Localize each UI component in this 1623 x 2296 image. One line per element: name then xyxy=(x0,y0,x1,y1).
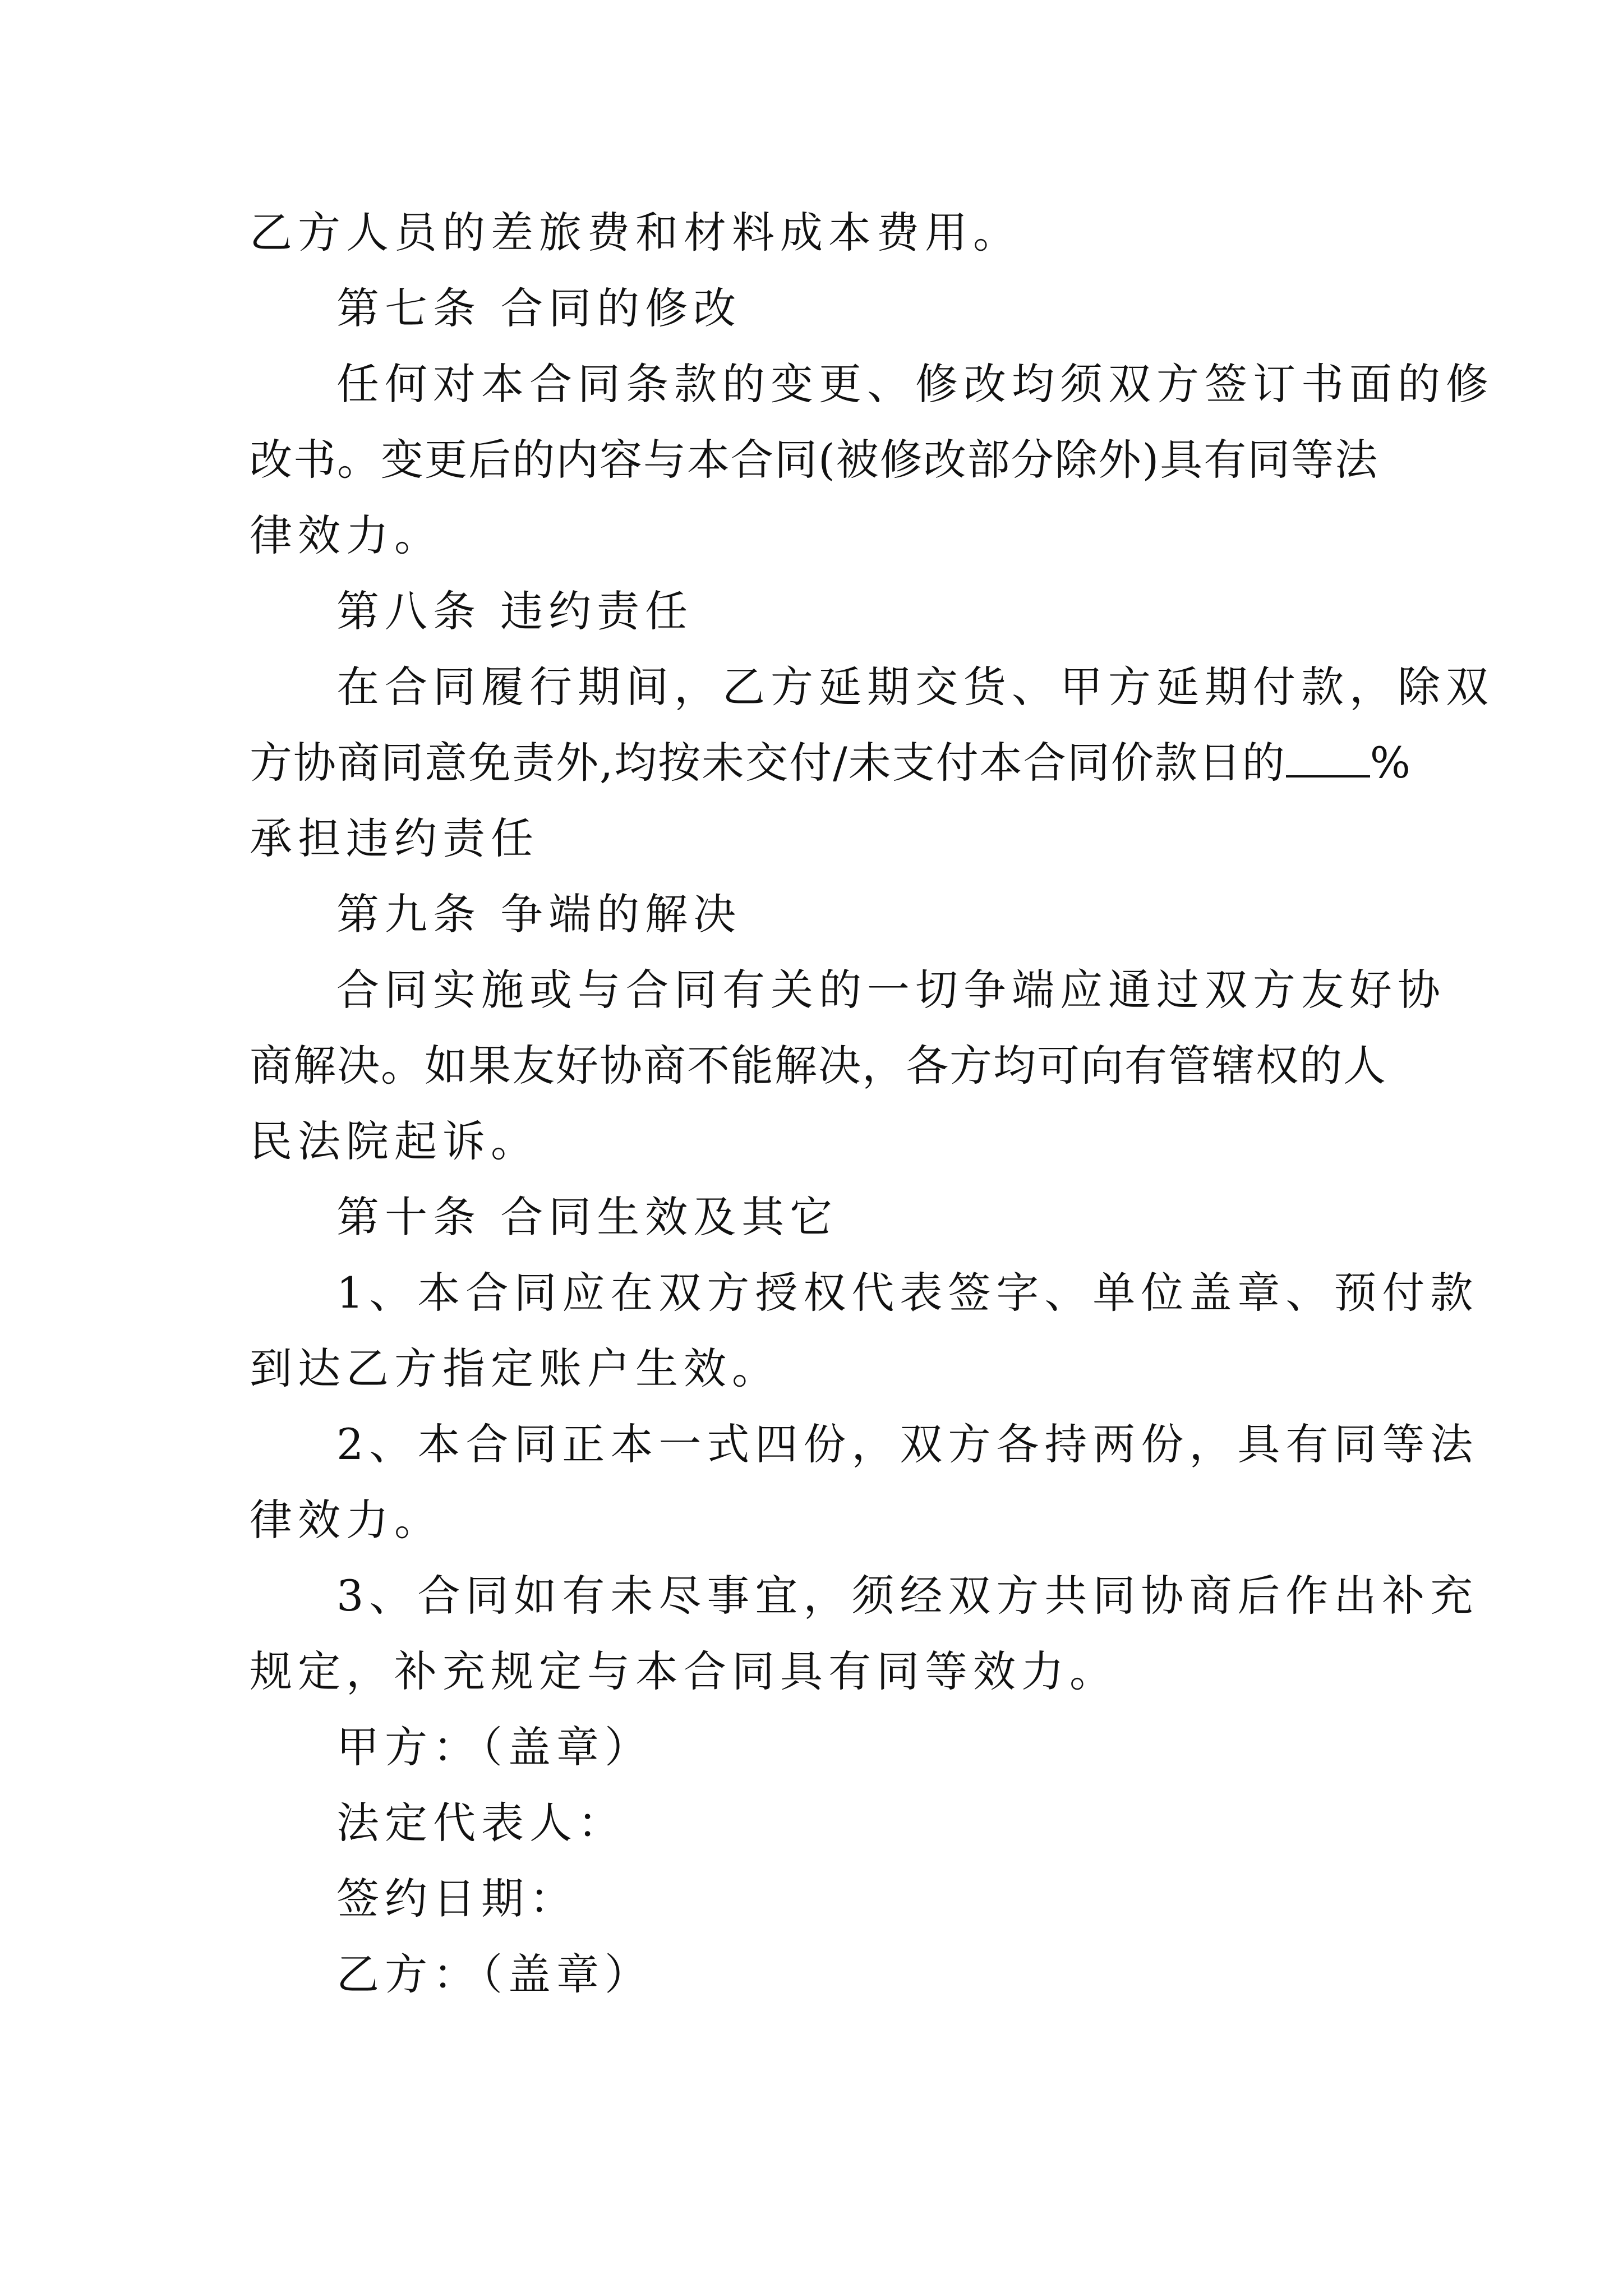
section-heading: 第十条 合同生效及其它 xyxy=(336,1192,838,1242)
paragraph-line: 合同实施或与合同有关的一切争端应通过双方友好协 xyxy=(336,965,1446,1015)
section-heading: 第八条 违约责任 xyxy=(336,586,694,636)
signing-date: 签约日期： xyxy=(336,1874,578,1924)
legal-representative: 法定代表人： xyxy=(336,1798,626,1848)
paragraph-line: 律效力。 xyxy=(250,1495,442,1545)
fill-in-blank xyxy=(1286,736,1370,777)
paragraph-line: 任何对本合同条款的变更、修改均须双方签订书面的修 xyxy=(336,359,1494,409)
paragraph-line: 1、本合同应在双方授权代表签字、单位盖章、预付款 xyxy=(336,1268,1479,1318)
percent-sign: % xyxy=(1370,738,1412,788)
section-heading: 第九条 争端的解决 xyxy=(336,889,742,939)
paragraph-line: 2、本合同正本一式四份，双方各持两份，具有同等法 xyxy=(336,1419,1479,1469)
paragraph-line: 民法院起诉。 xyxy=(250,1116,539,1166)
section-heading: 第七条 合同的修改 xyxy=(336,283,742,333)
paragraph-line: 在合同履行期间，乙方延期交货、甲方延期付款，除双 xyxy=(336,662,1494,712)
paragraph-line: 改书。变更后的内容与本合同(被修改部分除外)具有同等法 xyxy=(250,435,1379,485)
party-a-seal: 甲方：（盖章） xyxy=(336,1722,653,1772)
paragraph-line: 商解决。如果友好协商不能解决，各方均可向有管辖权的人 xyxy=(250,1041,1387,1091)
paragraph-line-with-blank xyxy=(250,735,1412,791)
paragraph-line: 3、合同如有未尽事宜，须经双方共同协商后作出补充 xyxy=(336,1571,1479,1621)
party-b-seal: 乙方：（盖章） xyxy=(336,1949,653,1999)
paragraph-line: 到达乙方指定账户生效。 xyxy=(250,1343,780,1393)
paragraph-text: 方协商同意免责外,均按未交付/未支付本合同价款日的 xyxy=(250,738,1286,788)
paragraph-line: 规定，补充规定与本合同具有同等效力。 xyxy=(250,1646,1118,1696)
paragraph-line: 乙方人员的差旅费和材料成本费用。 xyxy=(250,208,1021,257)
paragraph-line: 律效力。 xyxy=(250,510,442,560)
paragraph-line: 承担违约责任 xyxy=(250,813,539,863)
